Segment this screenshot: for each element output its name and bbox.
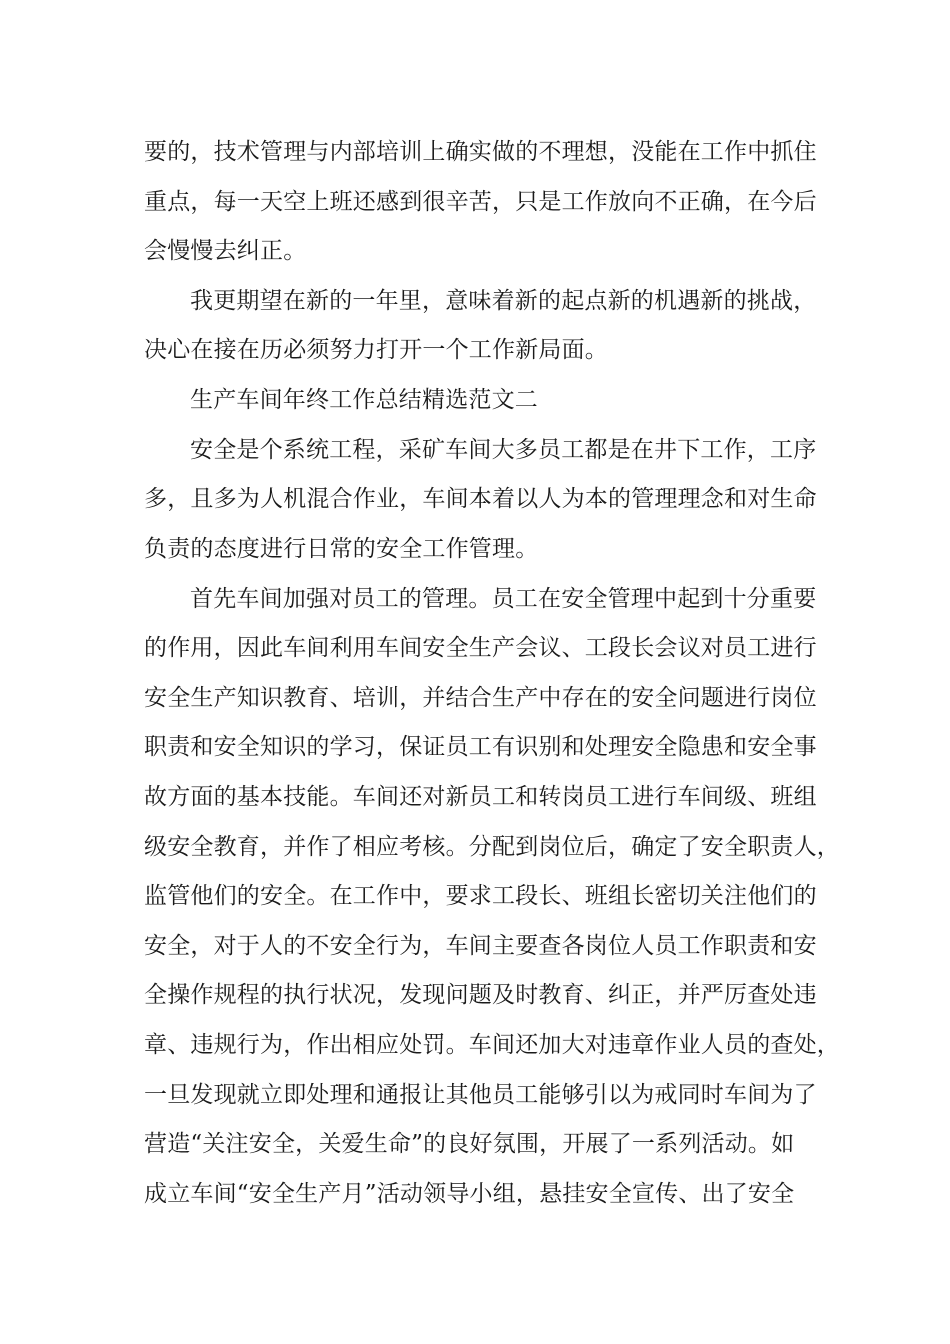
text-line: 重点，每一天空上班还感到很辛苦，只是工作放向不正确，在今后 (144, 189, 817, 215)
text-line: 章、违规行为，作出相应处罚。车间还加大对违章作业人员的查处， (144, 1032, 840, 1058)
text-line: 会慢慢去纠正。 (144, 238, 307, 264)
text-line: 要的，技术管理与内部培训上确实做的不理想，没能在工作中抓住 (144, 139, 817, 165)
text-line: 安全是个系统工程，采矿车间大多员工都是在井下工作，工序 (190, 437, 817, 463)
text-line: 级安全教育，并作了相应考核。分配到岗位后，确定了安全职责人， (144, 834, 840, 860)
text-line: 的作用，因此车间利用车间安全生产会议、工段长会议对员工进行 (144, 635, 817, 661)
text-line: 故方面的基本技能。车间还对新员工和转岗员工进行车间级、班组 (144, 784, 817, 810)
text-line: 多，且多为人机混合作业，车间本着以人为本的管理理念和对生命 (144, 486, 817, 512)
section-heading: 生产车间年终工作总结精选范文二 (190, 387, 538, 413)
text-line: 职责和安全知识的学习，保证员工有识别和处理安全隐患和安全事 (144, 734, 817, 760)
text-line: 首先车间加强对员工的管理。员工在安全管理中起到十分重要 (190, 586, 817, 612)
text-line: 营造“关注安全，关爱生命”的良好氛围，开展了一系列活动。如 (144, 1131, 795, 1157)
text-line: 成立车间“安全生产月”活动领导小组，悬挂安全宣传、出了安全 (144, 1181, 795, 1207)
text-line: 安全，对于人的不安全行为，车间主要查各岗位人员工作职责和安 (144, 933, 817, 959)
text-line: 全操作规程的执行状况，发现问题及时教育、纠正，并严厉查处违 (144, 982, 817, 1008)
text-line: 我更期望在新的一年里，意味着新的起点新的机遇新的挑战， (190, 288, 817, 314)
text-line: 决心在接在历必须努力打开一个工作新局面。 (144, 337, 608, 363)
text-line: 监管他们的安全。在工作中，要求工段长、班组长密切关注他们的 (144, 883, 817, 909)
text-line: 负责的态度进行日常的安全工作管理。 (144, 536, 539, 562)
text-line: 一旦发现就立即处理和通报让其他员工能够引以为戒同时车间为了 (144, 1082, 817, 1108)
text-line: 安全生产知识教育、培训，并结合生产中存在的安全问题进行岗位 (144, 685, 817, 711)
